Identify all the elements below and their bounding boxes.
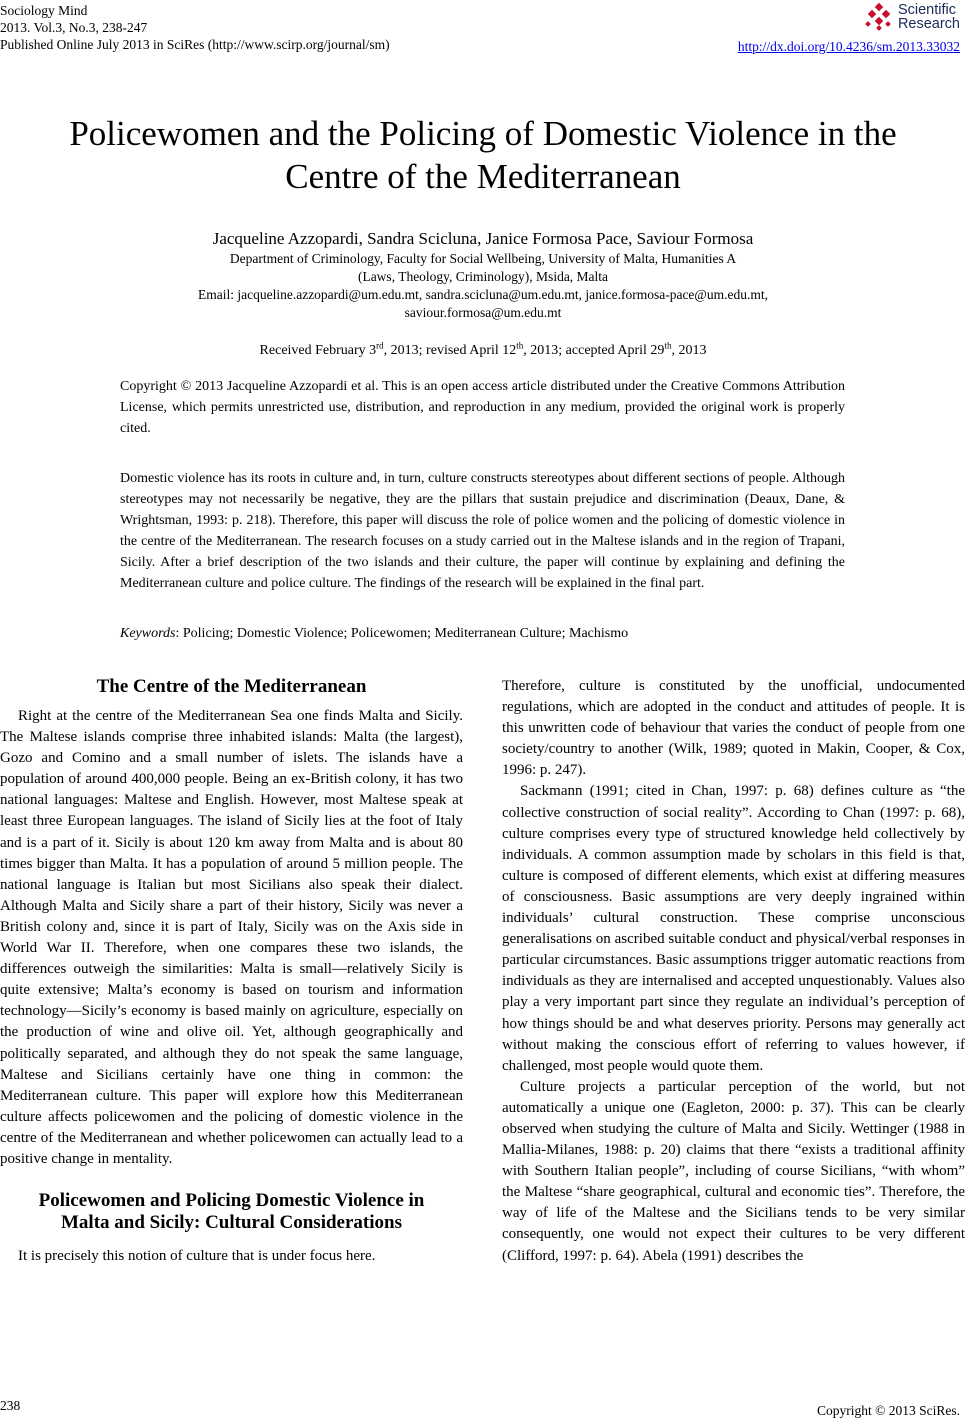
email-line-2: saviour.formosa@um.edu.mt (404, 305, 562, 320)
paragraph: Right at the centre of the Mediterranean Sea one finds Malta and Sicily. The Maltese islands comprise three inhabited islands: Malta (the largest), Gozo and Comino and a small number of islets. The islands have a population of around 400,000 people. Being an ex-British colony, it has two national languages: Maltese and English. However, most Maltese speak at least three European languages. The island of Sicily lies at the foot of Italy and is a part of it. Sicily is about 120 km away from Malta and is about 80 times bigger than Malta. It has a population of around 5 million people. The national language is Italian but most Sicilians also speak their dialect. Although Malta and Sicily share a part of their history, Sicily was never a British colony and, since it is part of Italy, Sicily was on the Axis side in World War II. Therefore, when one compares these two islands, the differences outweigh the similarities: Malta is small—relatively Sicily is quite extensive; Malta’s economy is based on tourism and information technology—Sicily’s economy is based mainly on agriculture, especially on the production of wine and olive oil. Yet, although geographically and politically separated, and although they do not speak the same language, Maltese and Sicilians certainly have one thing in common: the Mediterranean culture. This paper will explore how this Mediterranean culture affects policewomen and the policing of domestic violence in the centre of the Mediterranean and whether policewomen can actually lead to a positive change in mentality. (0, 708, 463, 1167)
keywords-label: Keywords (120, 626, 176, 641)
section-heading-centre: The Centre of the Mediterranean (96, 676, 367, 697)
paragraph: It is precisely this notion of culture that is under focus here. (18, 1248, 376, 1265)
copyright-notice: Copyright © 2013 Jacqueline Azzopardi et al. This is an open access article distributed under the Creative Commons Attribution License, which permits unrestricted use, distribution, and reproduction in any medium, provided the original work is properly cited. (120, 379, 845, 436)
title-line-1: Policewomen and the Policing of Domestic Violence in the (69, 114, 897, 153)
page-number: 238 (0, 1398, 21, 1413)
volume-info: 2013. Vol.3, No.3, 238-247 (0, 20, 148, 35)
authors: Jacqueline Azzopardi, Sandra Scicluna, Janice Formosa Pace, Saviour Formosa (212, 229, 754, 248)
keywords-list: : Policing; Domestic Violence; Policewomen; Mediterranean Culture; Machismo (175, 626, 629, 641)
journal-name: Sociology Mind (0, 3, 88, 18)
logo-line1: Scientific (897, 2, 956, 18)
affiliation (60, 250, 906, 322)
doi-link[interactable]: http://dx.doi.org/10.4236/sm.2013.33032 (737, 39, 960, 54)
title-line-2: Centre of the Mediterranean (285, 157, 681, 196)
section-heading-policewomen: Policewomen and Policing Domestic Violence in Malta and Sicily: Cultural Considerations (38, 1190, 425, 1234)
abstract: Domestic violence has its roots in culture and, in turn, culture constructs stereotypes about different sections of people. Although stereotypes may not necessarily be negative, they are the pillars that sustain prejudice and discrimination (Deaux, Dane, & Wrightsman, 1993: p. 218). Therefore, this paper will discuss the role of police women and the policing of domestic violence in the centre of the Mediterranean. The research focuses on a study carried out in the Maltese islands and in the region of Trapani, Sicily. After a brief description of the two islands and their culture, the paper will continue by explaining and defining the Mediterranean culture and police culture. The findings of the research will be explained in the final part. (120, 471, 845, 591)
received-dates: Received February 3rd, 2013; revised April 12th, 2013; accepted April 29th, 2013 (259, 340, 707, 358)
right-column (502, 676, 965, 1267)
keywords (120, 624, 845, 644)
paragraph: Sackmann (1991; cited in Chan, 1997: p. 68) defines culture as “the collective construction of social reality”. According to Chan (1997: p. 68), culture comprises every type of structured knowledge held collectively by individuals. A common assumption made by scholars in this field is that, culture is composed of different elements, which exist at differing measures of consciousness. Basic assumptions are very deeply ingrained within individuals’ cultural construction. These comprise unconscious generalisations on ascribed suitable conduct and physical/verbal responses in particular circumstances. Basic assumptions trigger automatic reactions from individuals as they are internalised and accepted unquestionably. Values also play a very important part since they regulate an individual’s perception of how things should be and what deserves priority. Persons may generally act without making the conscious effort of referring to values however, if challenged, most people would quote them. (502, 783, 965, 1074)
left-column (0, 676, 463, 1267)
affiliation-line-2: (Laws, Theology, Criminology), Msida, Malta (357, 269, 609, 284)
paragraph: Therefore, culture is constituted by the unofficial, undocumented regulations, which are adopted in the conduct and attitudes of people. It is this unwritten code of behaviour that varies the conduct of people from one society/country to another (Wilk, 1989; quoted in Makin, Cooper, & Cox, 1996: p. 247). (502, 678, 965, 779)
paper-title (20, 112, 946, 198)
logo-line2: Research (897, 16, 960, 32)
footer-copyright: Copyright © 2013 SciRes. (816, 1403, 960, 1418)
scientific-research-logo-icon (864, 2, 894, 32)
email-line-1: Email: jacqueline.azzopardi@um.edu.mt, sandra.scicluna@um.edu.mt, janice.formosa-pace@um.edu.mt, (198, 287, 768, 302)
paragraph: Culture projects a particular perception of the world, but not automatically a unique one (Eagleton, 2000: p. 37). This can be clearly observed when studying the culture of Malta and Sicily. Wettinger (1988 in Mallia-Milanes, 1988: p. 20) claims that there “exists a traditional affinity with Southern Italian people”, including of course Sicilians, “with whom” the Maltese “share geographical, cultural and economic ties”. Therefore, the way of life of the Maltese and the Sicilians tends to be very similar consequently, one would not expect their cultures to be very different (Clifford, 1997: p. 64). Abela (1991) describes the (502, 1078, 965, 1264)
publisher-logo (864, 0, 960, 34)
affiliation-line-1: Department of Criminology, Faculty for Social Wellbeing, University of Malta, Humanities A (229, 251, 737, 266)
logo-text (898, 3, 960, 31)
published-info: Published Online July 2013 in SciRes (http://www.scirp.org/journal/sm) (0, 37, 390, 52)
